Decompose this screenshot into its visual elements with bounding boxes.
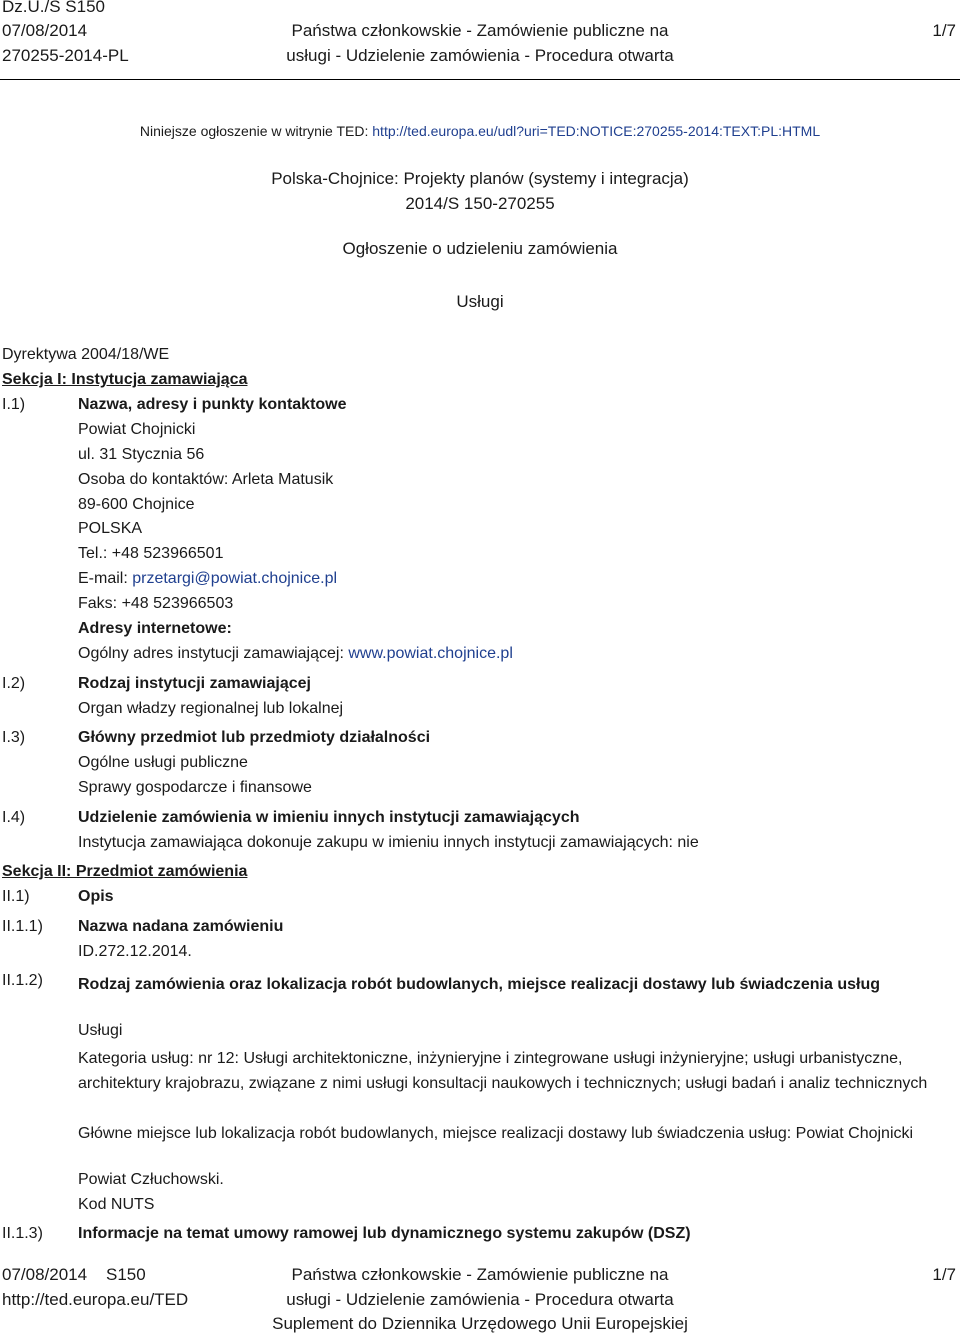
section-number: I.2) — [2, 675, 26, 692]
notice-reference: 2014/S 150-270255 — [405, 194, 555, 213]
section-label: Udzielenie zamówienia w imieniu innych instytucji zamawiających — [78, 809, 580, 826]
section-number: I.3) — [2, 729, 26, 746]
contract-type: Usługi — [456, 292, 504, 311]
footer-supplement: Suplement do Dziennika Urzędowego Unii Europejskiej — [272, 1314, 688, 1333]
section-label: Główny przedmiot lub przedmioty działalności — [78, 729, 431, 746]
notice-type: Ogłoszenie o udzieleniu zamówienia — [342, 239, 618, 258]
footer-title-line2: usługi - Udzielenie zamówienia - Procedura otwarta — [286, 1290, 674, 1309]
section-label: Rodzaj zamówienia oraz lokalizacja robót budowlanych, miejsce realizacji dostawy lub świadczenia usług — [78, 976, 880, 993]
section-label: Opis — [78, 888, 114, 905]
footer-title-line1: Państwa członkowskie - Zamówienie publiczne na — [291, 1265, 669, 1284]
contact-person: Osoba do kontaktów: Arleta Matusik — [78, 471, 334, 488]
notice-id: 270255-2014-PL — [2, 46, 129, 65]
authority-name: Powiat Chojnicki — [78, 421, 196, 438]
telephone: Tel.: +48 523966501 — [78, 545, 224, 562]
service-category: Kategoria usług: nr 12: Usługi architektoniczne, inżynieryjne i zintegrowane usługi inżynieryjne; usługi urbanistyczne, architektury krajobrazu, związane z nimi usługi konsultacji naukowych i technicznych; usługi badań i analiz technicznych — [78, 1050, 928, 1092]
nuts-code: Kod NUTS — [78, 1196, 155, 1213]
section-2-title: Sekcja II: Przedmiot zamówienia — [2, 863, 248, 880]
online-notice-link[interactable]: http://ted.europa.eu/udl?uri=TED:NOTICE:270255-2014:TEXT:PL:HTML — [372, 123, 821, 139]
section-number: II.1.2) — [2, 972, 43, 989]
performance-location: Główne miejsce lub lokalizacja robót budowlanych, miejsce realizacji dostawy lub świadczenia usług: Powiat Chojnicki — [78, 1125, 914, 1142]
fax: Faks: +48 523966503 — [78, 595, 234, 612]
header-divider — [0, 79, 960, 80]
on-behalf-value: Instytucja zamawiająca dokonuje zakupu w imieniu innych instytucji zamawiających: nie — [78, 834, 699, 851]
general-address-line — [78, 645, 513, 663]
section-label: Nazwa, adresy i punkty kontaktowe — [78, 396, 347, 413]
section-1-title: Sekcja I: Instytucja zamawiająca — [2, 371, 248, 388]
section-label: Rodzaj instytucji zamawiającej — [78, 675, 311, 692]
journal-reference: Dz.U./S S150 — [2, 0, 105, 16]
section-number: I.4) — [2, 809, 26, 826]
online-notice-line — [0, 123, 960, 139]
publication-date: 07/08/2014 — [2, 21, 88, 40]
contract-kind: Usługi — [78, 1022, 123, 1039]
page-number: 1/7 — [932, 21, 956, 40]
section-number: II.1) — [2, 888, 30, 905]
section-number: II.1.3) — [2, 1225, 43, 1242]
internet-addresses-label: Adresy internetowe: — [78, 620, 232, 637]
main-activity-2: Sprawy gospodarcze i finansowe — [78, 779, 312, 796]
section-label: Nazwa nadana zamówieniu — [78, 918, 284, 935]
country: POLSKA — [78, 520, 143, 537]
directive: Dyrektywa 2004/18/WE — [2, 346, 170, 363]
email-label: E-mail: — [78, 570, 133, 587]
performance-location-2: Powiat Człuchowski. — [78, 1171, 224, 1188]
header-title-line2: usługi - Udzielenie zamówienia - Procedura otwarta — [286, 46, 674, 65]
footer-url[interactable]: http://ted.europa.eu/TED — [2, 1290, 189, 1309]
section-number: I.1) — [2, 396, 26, 413]
notice-heading: Polska-Chojnice: Projekty planów (systemy i integracja) — [271, 169, 689, 188]
header-title-line1: Państwa członkowskie - Zamówienie publiczne na — [291, 21, 669, 40]
street-address: ul. 31 Stycznia 56 — [78, 446, 205, 463]
email-line — [78, 570, 337, 588]
footer-page-number: 1/7 — [932, 1265, 956, 1284]
general-address-link[interactable]: www.powiat.chojnice.pl — [348, 645, 513, 662]
contract-title: ID.272.12.2014. — [78, 943, 192, 960]
postal-city: 89-600 Chojnice — [78, 496, 195, 513]
authority-type: Organ władzy regionalnej lub lokalnej — [78, 700, 344, 717]
email-link[interactable]: przetargi@powiat.chojnice.pl — [132, 570, 338, 587]
footer-date-issue: 07/08/2014 S150 — [2, 1265, 146, 1284]
section-number: II.1.1) — [2, 918, 43, 935]
online-notice-prefix: Niniejsze ogłoszenie w witrynie TED: — [139, 123, 373, 139]
main-activity-1: Ogólne usługi publiczne — [78, 754, 248, 771]
section-label: Informacje na temat umowy ramowej lub dynamicznego systemu zakupów (DSZ) — [78, 1225, 691, 1242]
general-address-label: Ogólny adres instytucji zamawiającej: — [78, 645, 349, 662]
